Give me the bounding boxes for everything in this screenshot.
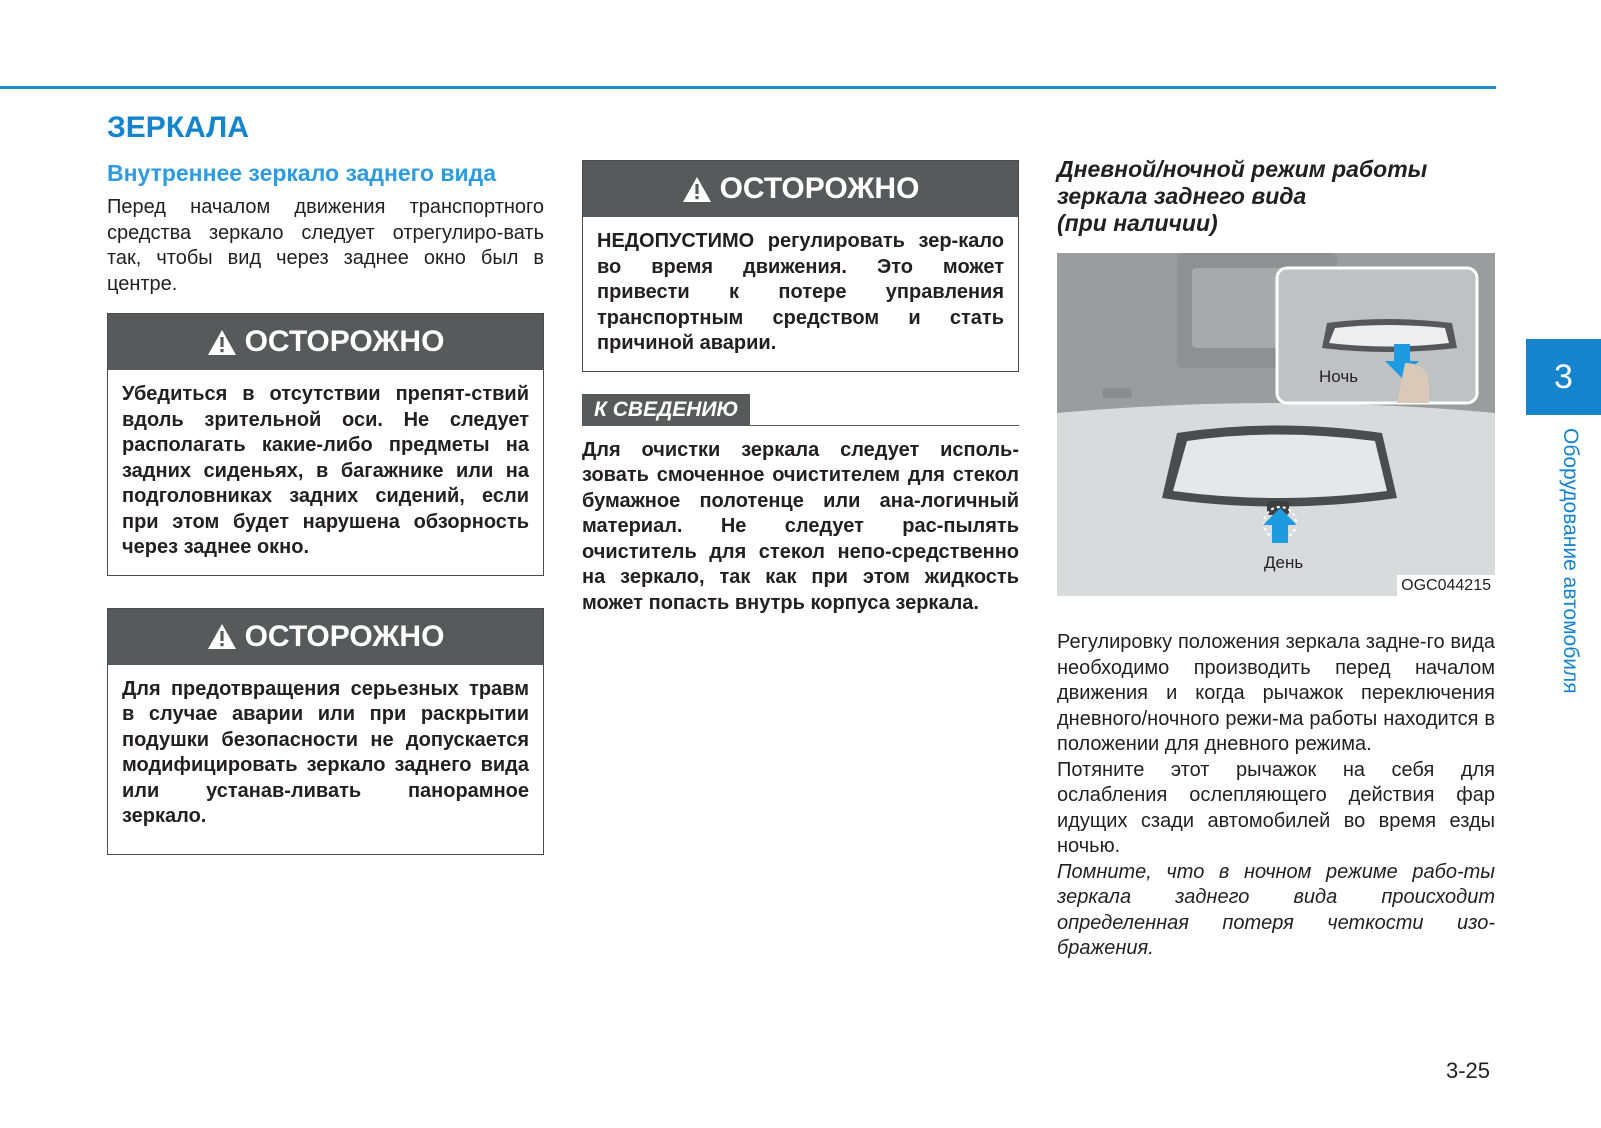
- title-line: (при наличии): [1057, 210, 1218, 236]
- subsection-title: Внутреннее зеркало заднего вида: [107, 160, 497, 186]
- mirror-drawing: [1057, 253, 1495, 596]
- notice-text: Для очистки зеркала следует исполь-зовать смоченное очистителем для стекол бумажное полотенце или ана-логичный материал. Не следует рас-пылять очиститель для стекол непо-средственно на зеркало, так как при этом жидкость может попасть внутрь корпуса зеркала.: [582, 438, 1019, 614]
- warning-header: [108, 314, 543, 370]
- title-line: Дневной/ночной режим работы: [1057, 156, 1428, 182]
- column-left: [107, 110, 544, 855]
- warning-text: НЕДОПУСТИМО регулировать зер-кало во время движения. Это может привести к потере управления транспортным средством и стать причиной аварии.: [597, 230, 1004, 354]
- warning-text: Убедиться в отсутствии препят-ствий вдоль зрительной оси. Не следует располагать какие-либо предметы на задних сиденьях, в багажнике или на подголовниках задних сидений, если при этом будет нарушена обзорность через заднее окно.: [122, 383, 529, 558]
- warning-box-2: [107, 608, 544, 855]
- day-night-para-3: Помните, что в ночном режиме рабо-ты зеркала заднего вида происходит определенная потеря четкости изо-бражения.: [1057, 860, 1495, 959]
- warning-box-3: [582, 160, 1019, 372]
- warning-title: ОСТОРОЖНО: [244, 325, 445, 358]
- warning-title: ОСТОРОЖНО: [719, 172, 920, 205]
- notice-label: К СВЕДЕНИЮ: [582, 394, 750, 426]
- day-night-para-1: Регулировку положения зеркала задне-го вида необходимо производить перед началом движения и когда рычажок переключения дневного/ночного режи-ма работы находится в положении для дневного режима.: [1057, 631, 1495, 755]
- warning-title: ОСТОРОЖНО: [244, 619, 445, 653]
- column-right: [1057, 156, 1495, 962]
- column-middle: [582, 160, 1019, 616]
- page-number: 3-25: [1446, 1058, 1491, 1083]
- warning-triangle-icon: [207, 329, 237, 356]
- day-night-para-2: Потяните этот рычажок на себя для ослабления ослепляющего действия фар идущих сзади автомобилей во время езды ночью.: [1057, 758, 1495, 857]
- day-label: День: [1264, 553, 1304, 572]
- warning-text: Для предотвращения серьезных травм в случае аварии или при раскрытии подушки безопасности не допускается модифицировать зеркало заднего вида или устанав-ливать панорамное зеркало.: [122, 677, 529, 827]
- chapter-title: Оборудование автомобиля: [1559, 428, 1582, 694]
- section-title: ЗЕРКАЛА: [107, 111, 249, 144]
- image-code: OGC044215: [1397, 575, 1495, 596]
- warning-triangle-icon: [207, 623, 237, 650]
- warning-triangle-icon: [682, 176, 712, 203]
- warning-header: [583, 161, 1018, 217]
- title-line: зеркала заднего вида: [1057, 183, 1307, 209]
- warning-header: [108, 609, 543, 665]
- day-night-title: [1057, 156, 1495, 237]
- night-label: Ночь: [1319, 367, 1359, 386]
- warning-box-1: [107, 313, 544, 576]
- notice-header: [582, 394, 1019, 426]
- mirror-illustration: [1057, 253, 1495, 596]
- intro-text: Перед началом движения транспортного средства зеркало следует отрегулиро-вать так, чтобы вид через заднее окно был в центре.: [107, 196, 544, 295]
- top-rule: [0, 86, 1496, 89]
- chapter-tab: 3: [1526, 339, 1601, 415]
